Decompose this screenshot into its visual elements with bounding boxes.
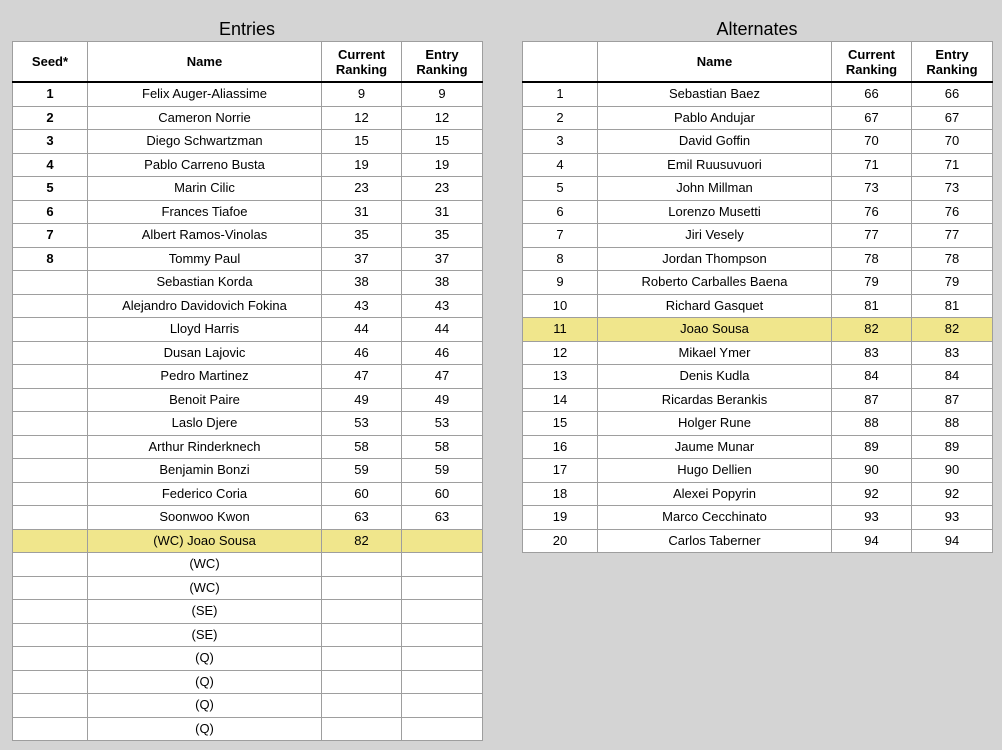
entries-cell-current: 59 [322, 459, 402, 483]
alternates-cell-entry: 87 [912, 388, 993, 412]
alternates-cell-current: 92 [832, 482, 912, 506]
entries-table-row [13, 506, 483, 530]
entries-cell-seed [13, 318, 88, 342]
entries-cell-name: Benoit Paire [88, 388, 322, 412]
alternates-cell-entry: 78 [912, 247, 993, 271]
entries-cell-entry [402, 576, 483, 600]
alternates-cell-current: 90 [832, 459, 912, 483]
entries-cell-name: Soonwoo Kwon [88, 506, 322, 530]
entries-title: Entries [218, 19, 276, 39]
entries-table-row [13, 694, 483, 718]
entries-table-row [13, 576, 483, 600]
entries-header-entry-ranking: Entry Ranking [402, 42, 483, 83]
entries-table-row [13, 365, 483, 389]
entries-cell-name: (WC) Joao Sousa [88, 529, 322, 553]
alternates-cell-seed: 6 [523, 200, 598, 224]
entries-table-row [13, 623, 483, 647]
alternates-cell-current: 84 [832, 365, 912, 389]
alternates-cell-seed: 11 [523, 318, 598, 342]
entries-cell-current: 82 [322, 529, 402, 553]
entries-cell-seed [13, 717, 88, 741]
alternates-header-current-ranking: Current Ranking [832, 42, 912, 83]
alternates-cell-entry: 76 [912, 200, 993, 224]
alternates-cell-entry: 84 [912, 365, 993, 389]
alternates-cell-entry: 94 [912, 529, 993, 553]
entries-cell-seed: 4 [13, 153, 88, 177]
entries-cell-entry: 37 [402, 247, 483, 271]
entries-cell-current: 60 [322, 482, 402, 506]
alternates-cell-current: 87 [832, 388, 912, 412]
entries-cell-entry: 38 [402, 271, 483, 295]
entries-table-row [13, 553, 483, 577]
entries-cell-seed [13, 647, 88, 671]
alternates-cell-current: 83 [832, 341, 912, 365]
entries-table-row [13, 341, 483, 365]
entries-table-row [13, 224, 483, 248]
entries-cell-entry: 43 [402, 294, 483, 318]
alternates-cell-current: 94 [832, 529, 912, 553]
alternates-cell-seed: 7 [523, 224, 598, 248]
alternates-cell-entry: 90 [912, 459, 993, 483]
entries-header-current-ranking: Current Ranking [322, 42, 402, 83]
entries-cell-seed [13, 694, 88, 718]
entries-cell-name: Benjamin Bonzi [88, 459, 322, 483]
entries-cell-current [322, 576, 402, 600]
alternates-cell-name: Mikael Ymer [598, 341, 832, 365]
entries-cell-entry: 63 [402, 506, 483, 530]
entries-table-row [13, 294, 483, 318]
alternates-cell-entry: 66 [912, 82, 993, 106]
alternates-cell-seed: 19 [523, 506, 598, 530]
entries-cell-current: 49 [322, 388, 402, 412]
entries-table-row [13, 435, 483, 459]
entries-table-row [13, 388, 483, 412]
entries-cell-current [322, 600, 402, 624]
entries-cell-name: (Q) [88, 670, 322, 694]
alternates-table-row [523, 506, 993, 530]
alternates-table-row [523, 435, 993, 459]
entries-cell-entry: 35 [402, 224, 483, 248]
entries-cell-current: 53 [322, 412, 402, 436]
alternates-cell-seed: 1 [523, 82, 598, 106]
entries-cell-name: Albert Ramos-Vinolas [88, 224, 322, 248]
entries-table-row [13, 82, 483, 106]
entries-cell-name: Diego Schwartzman [88, 130, 322, 154]
entries-cell-seed [13, 388, 88, 412]
entries-table-row [13, 412, 483, 436]
alternates-cell-seed: 8 [523, 247, 598, 271]
entries-cell-name: (WC) [88, 576, 322, 600]
alternates-table-row [523, 318, 993, 342]
entries-cell-seed [13, 341, 88, 365]
alternates-cell-seed: 5 [523, 177, 598, 201]
alternates-cell-seed: 20 [523, 529, 598, 553]
entries-cell-name: (SE) [88, 623, 322, 647]
entries-cell-entry: 58 [402, 435, 483, 459]
alternates-header-row [523, 42, 993, 83]
alternates-cell-entry: 83 [912, 341, 993, 365]
entries-cell-current: 35 [322, 224, 402, 248]
alternates-cell-name: Joao Sousa [598, 318, 832, 342]
entries-header-seed: Seed* [13, 42, 88, 83]
alternates-header-entry-ranking: Entry Ranking [912, 42, 993, 83]
alternates-cell-current: 88 [832, 412, 912, 436]
alternates-cell-name: Hugo Dellien [598, 459, 832, 483]
entries-cell-seed: 3 [13, 130, 88, 154]
alternates-cell-name: Marco Cecchinato [598, 506, 832, 530]
entries-cell-entry: 47 [402, 365, 483, 389]
entries-body [13, 82, 483, 741]
alternates-header-name: Name [598, 42, 832, 83]
alternates-table-row [523, 341, 993, 365]
entries-cell-current [322, 670, 402, 694]
entries-cell-entry [402, 670, 483, 694]
alternates-cell-name: Jordan Thompson [598, 247, 832, 271]
alternates-cell-seed: 2 [523, 106, 598, 130]
entries-header-row [13, 42, 483, 83]
entries-table-row [13, 153, 483, 177]
alternates-cell-current: 67 [832, 106, 912, 130]
entries-cell-seed [13, 412, 88, 436]
entries-table-row [13, 647, 483, 671]
alternates-cell-entry: 89 [912, 435, 993, 459]
alternates-cell-entry: 88 [912, 412, 993, 436]
entries-table-row [13, 459, 483, 483]
entries-table-row [13, 670, 483, 694]
entries-cell-entry: 23 [402, 177, 483, 201]
entries-table-row [13, 482, 483, 506]
entries-cell-name: Frances Tiafoe [88, 200, 322, 224]
entries-cell-entry: 19 [402, 153, 483, 177]
entries-cell-name: (Q) [88, 717, 322, 741]
entries-cell-entry: 53 [402, 412, 483, 436]
alternates-cell-name: Jiri Vesely [598, 224, 832, 248]
alternates-table-row [523, 529, 993, 553]
entries-cell-name: (SE) [88, 600, 322, 624]
alternates-table-row [523, 365, 993, 389]
alternates-cell-name: Holger Rune [598, 412, 832, 436]
alternates-cell-name: Alexei Popyrin [598, 482, 832, 506]
alternates-cell-entry: 81 [912, 294, 993, 318]
entries-cell-entry: 46 [402, 341, 483, 365]
alternates-table [522, 41, 993, 553]
entries-table-row [13, 717, 483, 741]
entries-cell-entry: 12 [402, 106, 483, 130]
entries-cell-name: Cameron Norrie [88, 106, 322, 130]
alternates-body [523, 82, 993, 553]
entries-cell-name: Felix Auger-Aliassime [88, 82, 322, 106]
entries-cell-current: 46 [322, 341, 402, 365]
entries-cell-name: Laslo Djere [88, 412, 322, 436]
entries-cell-seed [13, 294, 88, 318]
alternates-cell-seed: 16 [523, 435, 598, 459]
alternates-table-row [523, 130, 993, 154]
entries-cell-seed [13, 600, 88, 624]
entries-cell-current: 38 [322, 271, 402, 295]
entries-cell-name: Arthur Rinderknech [88, 435, 322, 459]
entries-cell-entry: 60 [402, 482, 483, 506]
entries-cell-entry: 15 [402, 130, 483, 154]
entries-cell-seed [13, 271, 88, 295]
alternates-cell-name: Emil Ruusuvuori [598, 153, 832, 177]
alternates-table-row [523, 82, 993, 106]
alternates-cell-current: 66 [832, 82, 912, 106]
entries-cell-current: 58 [322, 435, 402, 459]
entries-table-row [13, 106, 483, 130]
alternates-cell-name: Richard Gasquet [598, 294, 832, 318]
entries-cell-current: 9 [322, 82, 402, 106]
entries-cell-entry [402, 529, 483, 553]
entries-cell-current: 31 [322, 200, 402, 224]
entries-cell-seed: 6 [13, 200, 88, 224]
entries-cell-entry: 9 [402, 82, 483, 106]
entries-cell-current [322, 694, 402, 718]
entries-cell-seed: 7 [13, 224, 88, 248]
entries-cell-name: Lloyd Harris [88, 318, 322, 342]
entries-cell-current [322, 717, 402, 741]
alternates-cell-current: 76 [832, 200, 912, 224]
alternates-table-row [523, 412, 993, 436]
entries-cell-entry [402, 600, 483, 624]
entries-cell-entry [402, 717, 483, 741]
entries-cell-seed [13, 435, 88, 459]
alternates-cell-seed: 9 [523, 271, 598, 295]
entries-table-row [13, 130, 483, 154]
entries-cell-current: 19 [322, 153, 402, 177]
alternates-cell-current: 82 [832, 318, 912, 342]
entries-cell-seed: 2 [13, 106, 88, 130]
alternates-table-row [523, 153, 993, 177]
entries-cell-seed [13, 623, 88, 647]
entries-cell-current: 15 [322, 130, 402, 154]
alternates-cell-seed: 18 [523, 482, 598, 506]
entries-table-row [13, 529, 483, 553]
alternates-title: Alternates [716, 19, 798, 39]
entries-cell-name: (WC) [88, 553, 322, 577]
entries-panel [12, 18, 482, 741]
alternates-cell-entry: 93 [912, 506, 993, 530]
alternates-table-row [523, 388, 993, 412]
alternates-cell-name: Ricardas Berankis [598, 388, 832, 412]
alternates-cell-name: John Millman [598, 177, 832, 201]
entries-cell-name: Sebastian Korda [88, 271, 322, 295]
entries-cell-seed [13, 365, 88, 389]
alternates-cell-entry: 67 [912, 106, 993, 130]
entries-cell-seed [13, 553, 88, 577]
entries-table-row [13, 600, 483, 624]
alternates-cell-entry: 71 [912, 153, 993, 177]
alternates-cell-name: Lorenzo Musetti [598, 200, 832, 224]
entries-cell-entry [402, 553, 483, 577]
entries-cell-current [322, 553, 402, 577]
entries-cell-name: Marin Cilic [88, 177, 322, 201]
entries-cell-name: (Q) [88, 694, 322, 718]
entries-table-row [13, 200, 483, 224]
entries-cell-current: 63 [322, 506, 402, 530]
entries-cell-current: 43 [322, 294, 402, 318]
entries-cell-entry: 44 [402, 318, 483, 342]
alternates-cell-seed: 13 [523, 365, 598, 389]
alternates-cell-entry: 70 [912, 130, 993, 154]
entries-cell-current: 23 [322, 177, 402, 201]
alternates-cell-entry: 79 [912, 271, 993, 295]
alternates-cell-name: Sebastian Baez [598, 82, 832, 106]
entries-table-row [13, 247, 483, 271]
entries-cell-name: Pablo Carreno Busta [88, 153, 322, 177]
alternates-cell-seed: 4 [523, 153, 598, 177]
alternates-cell-seed: 10 [523, 294, 598, 318]
entries-cell-seed [13, 459, 88, 483]
entries-cell-entry [402, 694, 483, 718]
alternates-cell-entry: 73 [912, 177, 993, 201]
alternates-cell-seed: 14 [523, 388, 598, 412]
alternates-cell-entry: 82 [912, 318, 993, 342]
alternates-cell-seed: 17 [523, 459, 598, 483]
alternates-cell-current: 89 [832, 435, 912, 459]
entries-cell-current: 47 [322, 365, 402, 389]
alternates-table-row [523, 177, 993, 201]
alternates-cell-current: 71 [832, 153, 912, 177]
alternates-table-row [523, 247, 993, 271]
entries-cell-entry [402, 623, 483, 647]
entries-cell-seed [13, 576, 88, 600]
alternates-table-row [523, 224, 993, 248]
alternates-table-row [523, 271, 993, 295]
alternates-cell-current: 93 [832, 506, 912, 530]
alternates-panel [522, 18, 992, 553]
entries-cell-seed: 8 [13, 247, 88, 271]
entries-table-row [13, 177, 483, 201]
alternates-table-row [523, 106, 993, 130]
entries-cell-entry: 59 [402, 459, 483, 483]
alternates-cell-name: David Goffin [598, 130, 832, 154]
alternates-cell-entry: 92 [912, 482, 993, 506]
alternates-cell-current: 77 [832, 224, 912, 248]
entries-cell-name: Federico Coria [88, 482, 322, 506]
alternates-cell-current: 78 [832, 247, 912, 271]
entries-cell-seed [13, 670, 88, 694]
alternates-cell-current: 81 [832, 294, 912, 318]
entries-cell-current: 44 [322, 318, 402, 342]
alternates-table-row [523, 459, 993, 483]
entries-cell-name: Dusan Lajovic [88, 341, 322, 365]
alternates-cell-seed: 3 [523, 130, 598, 154]
entries-cell-seed [13, 506, 88, 530]
entries-cell-entry: 31 [402, 200, 483, 224]
alternates-table-row [523, 482, 993, 506]
alternates-cell-current: 79 [832, 271, 912, 295]
alternates-cell-name: Jaume Munar [598, 435, 832, 459]
entries-table [12, 41, 483, 741]
entries-cell-entry: 49 [402, 388, 483, 412]
alternates-cell-name: Pablo Andujar [598, 106, 832, 130]
entries-header-name: Name [88, 42, 322, 83]
entries-cell-entry [402, 647, 483, 671]
entries-cell-current [322, 623, 402, 647]
entries-table-row [13, 271, 483, 295]
entries-cell-current: 12 [322, 106, 402, 130]
alternates-cell-name: Roberto Carballes Baena [598, 271, 832, 295]
entries-cell-seed: 1 [13, 82, 88, 106]
alternates-table-row [523, 294, 993, 318]
entries-cell-current [322, 647, 402, 671]
alternates-cell-name: Carlos Taberner [598, 529, 832, 553]
alternates-cell-seed: 12 [523, 341, 598, 365]
entries-table-row [13, 318, 483, 342]
alternates-cell-entry: 77 [912, 224, 993, 248]
entries-cell-name: Alejandro Davidovich Fokina [88, 294, 322, 318]
alternates-cell-current: 73 [832, 177, 912, 201]
entries-cell-name: Tommy Paul [88, 247, 322, 271]
alternates-cell-current: 70 [832, 130, 912, 154]
alternates-cell-name: Denis Kudla [598, 365, 832, 389]
entries-cell-current: 37 [322, 247, 402, 271]
entries-cell-seed [13, 482, 88, 506]
entries-cell-seed [13, 529, 88, 553]
alternates-cell-seed: 15 [523, 412, 598, 436]
entries-cell-name: Pedro Martinez [88, 365, 322, 389]
entries-cell-name: (Q) [88, 647, 322, 671]
entries-cell-seed: 5 [13, 177, 88, 201]
alternates-table-row [523, 200, 993, 224]
alternates-header-number [523, 42, 598, 83]
